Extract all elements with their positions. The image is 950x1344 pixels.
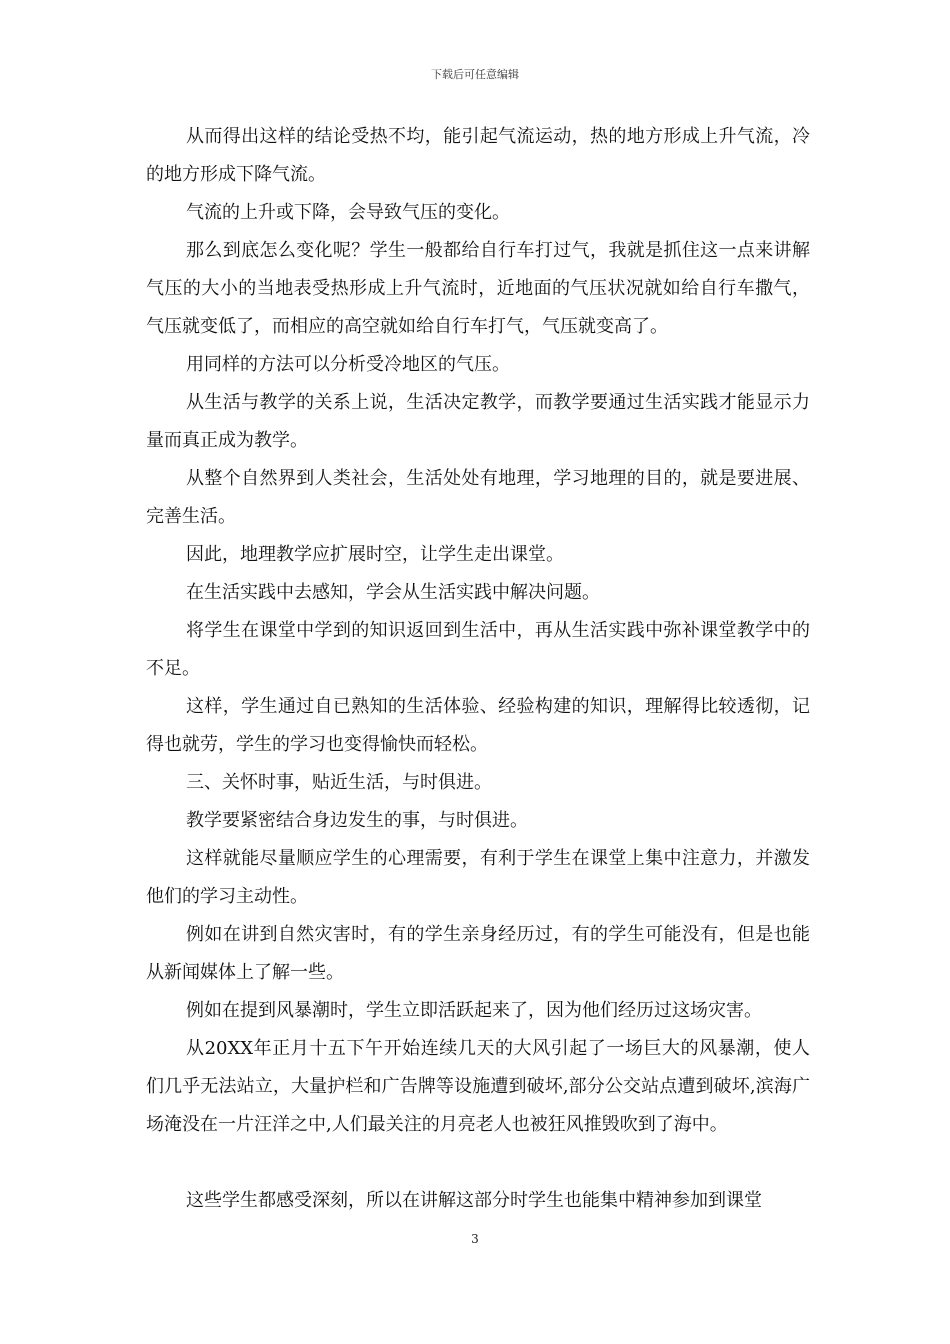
body-text: [146, 118, 810, 1220]
page-number: 3: [471, 1232, 479, 1246]
paragraph: 这些学生都感受深刻，所以在讲解这部分时学生也能集中精神参加到课堂: [186, 1190, 762, 1211]
paragraph: 将学生在课堂中学到的知识返回到生活中，再从生活实践中弥补课堂教学中的不足。: [146, 620, 810, 679]
paragraph: 例如在提到风暴潮时，学生立即活跃起来了，因为他们经历过这场灾害。: [186, 1000, 762, 1021]
paragraph: 在生活实践中去感知，学会从生活实践中解决问题。: [186, 582, 600, 603]
paragraph: 从20XX年正月十五下午开始连续几天的大风引起了一场巨大的风暴潮，使人们几乎无法站立，大量护栏和广告牌等设施遭到破坏,部分公交站点遭到破坏,滨海广场淹没在一片汪洋之中,人们最关注的月亮老人也被狂风推毁吹到了海中。: [146, 1038, 810, 1135]
paragraph: 教学要紧密结合身边发生的事，与时俱进。: [186, 810, 528, 831]
header-note: 下载后可任意编辑: [431, 68, 519, 81]
paragraph: 气流的上升或下降，会导致气压的变化。: [186, 202, 510, 223]
paragraph: 用同样的方法可以分析受冷地区的气压。: [186, 354, 510, 375]
paragraph: 因此，地理教学应扩展时空，让学生走出课堂。: [186, 544, 564, 565]
paragraph: 那么到底怎么变化呢？学生一般都给自行车打过气，我就是抓住这一点来讲解气压的大小的当地表受热形成上升气流时，近地面的气压状况就如给自行车撒气，气压就变低了，而相应的高空就如给自行车打气，气压就变高了。: [146, 240, 810, 337]
paragraph: 从整个自然界到人类社会，生活处处有地理，学习地理的目的，就是要进展、完善生活。: [146, 468, 810, 527]
paragraph: 从生活与教学的关系上说，生活决定教学，而教学要通过生活实践才能显示力量而真正成为教学。: [146, 392, 810, 451]
section-heading: 三、关怀时事，贴近生活，与时俱进。: [186, 772, 492, 793]
paragraph: 这样就能尽量顺应学生的心理需要，有利于学生在课堂上集中注意力，并激发他们的学习主动性。: [146, 848, 810, 907]
paragraph: 例如在讲到自然灾害时，有的学生亲身经历过，有的学生可能没有，但是也能从新闻媒体上了解一些。: [146, 924, 810, 983]
paragraph: 这样，学生通过自已熟知的生活体验、经验构建的知识，理解得比较透彻，记得也就劳，学生的学习也变得愉快而轻松。: [146, 696, 810, 755]
paragraph: 从而得出这样的结论受热不均，能引起气流运动，热的地方形成上升气流，冷的地方形成下降气流。: [146, 126, 810, 185]
